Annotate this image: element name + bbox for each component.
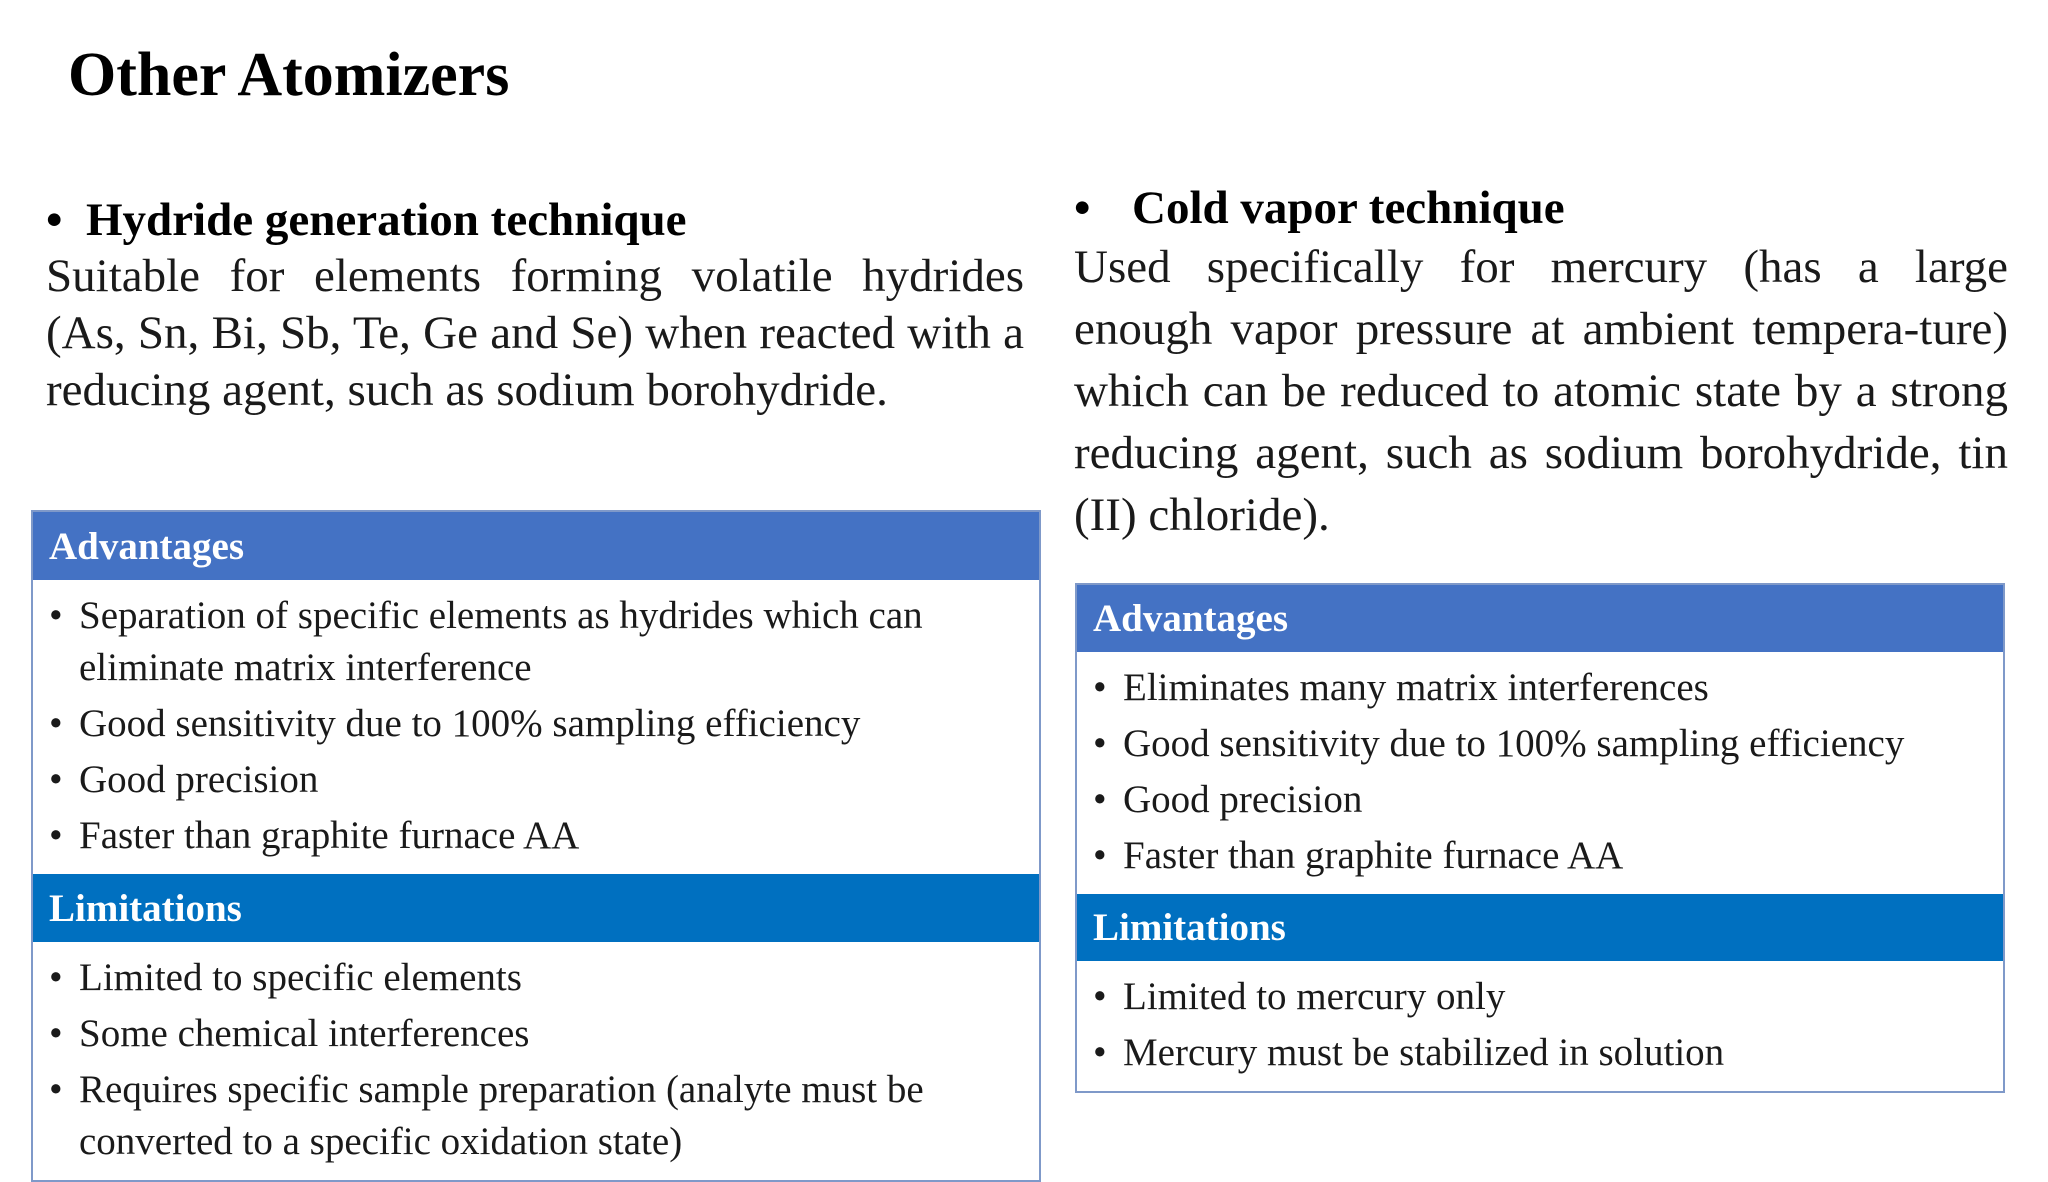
bullet-icon: • [46, 194, 63, 246]
cold-vapor-limitations-list [1077, 961, 2003, 1091]
bullet-icon: • [49, 1012, 63, 1055]
hydride-description: Suitable for elements forming volatile hydrides (As, Sn, Bi, Sb, Te, Ge and Se) when reacted with a reducing agent, such as sodium borohydride. [46, 250, 1024, 417]
cold-vapor-limitations-header: Limitations [1077, 894, 2003, 961]
slide-title: Other Atomizers [68, 41, 510, 109]
list-item: • Mercury must be stabilized in solution [1093, 1027, 1991, 1079]
bullet-icon: • [1093, 834, 1107, 877]
bullet-icon: • [1093, 778, 1107, 821]
list-item: • Separation of specific elements as hydrides which can eliminate matrix interference [49, 590, 1027, 694]
bullet-icon: • [1093, 1031, 1107, 1074]
hydride-heading-text: Hydride generation technique [86, 194, 687, 246]
list-item: • Limited to mercury only [1093, 971, 1991, 1023]
hydride-limitations-header: Limitations [33, 874, 1039, 942]
bullet-icon: • [1093, 722, 1107, 765]
bullet-icon: • [49, 758, 63, 801]
list-item: • Some chemical interferences [49, 1008, 1027, 1060]
bullet-icon: • [1093, 975, 1107, 1018]
list-item: • Good sensitivity due to 100% sampling efficiency [1093, 718, 1991, 770]
list-item: • Limited to specific elements [49, 952, 1027, 1004]
bullet-icon: • [49, 1068, 63, 1111]
bullet-icon: • [49, 814, 63, 857]
cold-vapor-heading-text: Cold vapor technique [1132, 182, 1565, 234]
list-item: • Faster than graphite furnace AA [1093, 830, 1991, 882]
bullet-icon: • [49, 594, 63, 637]
bullet-icon: • [1074, 182, 1091, 234]
cold-vapor-advantages-header: Advantages [1077, 585, 2003, 652]
list-item: • Good precision [49, 754, 1027, 806]
cold-vapor-advantages-list [1077, 652, 2003, 894]
bullet-icon: • [49, 956, 63, 999]
hydride-section [46, 192, 1024, 419]
list-item: • Eliminates many matrix interferences [1093, 662, 1991, 714]
list-item: • Faster than graphite furnace AA [49, 810, 1027, 862]
cold-vapor-description: Used specifically for mercury (has a large enough vapor pressure at ambient tempera-ture) which can be reduced to atomic state by a strong reducing agent, such as sodium borohydride, tin (II) chloride). [1074, 241, 2008, 542]
cold-vapor-pros-cons-table [1075, 583, 2005, 1093]
hydride-pros-cons-table [31, 510, 1041, 1182]
bullet-icon: • [1093, 666, 1107, 709]
cold-vapor-section [1074, 180, 2008, 546]
list-item: • Good sensitivity due to 100% sampling efficiency [49, 698, 1027, 750]
cold-vapor-heading [1074, 180, 2008, 236]
hydride-limitations-list [33, 942, 1039, 1180]
list-item: • Good precision [1093, 774, 1991, 826]
bullet-icon: • [49, 702, 63, 745]
hydride-heading [46, 192, 1024, 248]
hydride-advantages-list [33, 580, 1039, 874]
hydride-advantages-header: Advantages [33, 512, 1039, 580]
list-item: • Requires specific sample preparation (analyte must be converted to a specific oxidation state) [49, 1064, 1027, 1168]
